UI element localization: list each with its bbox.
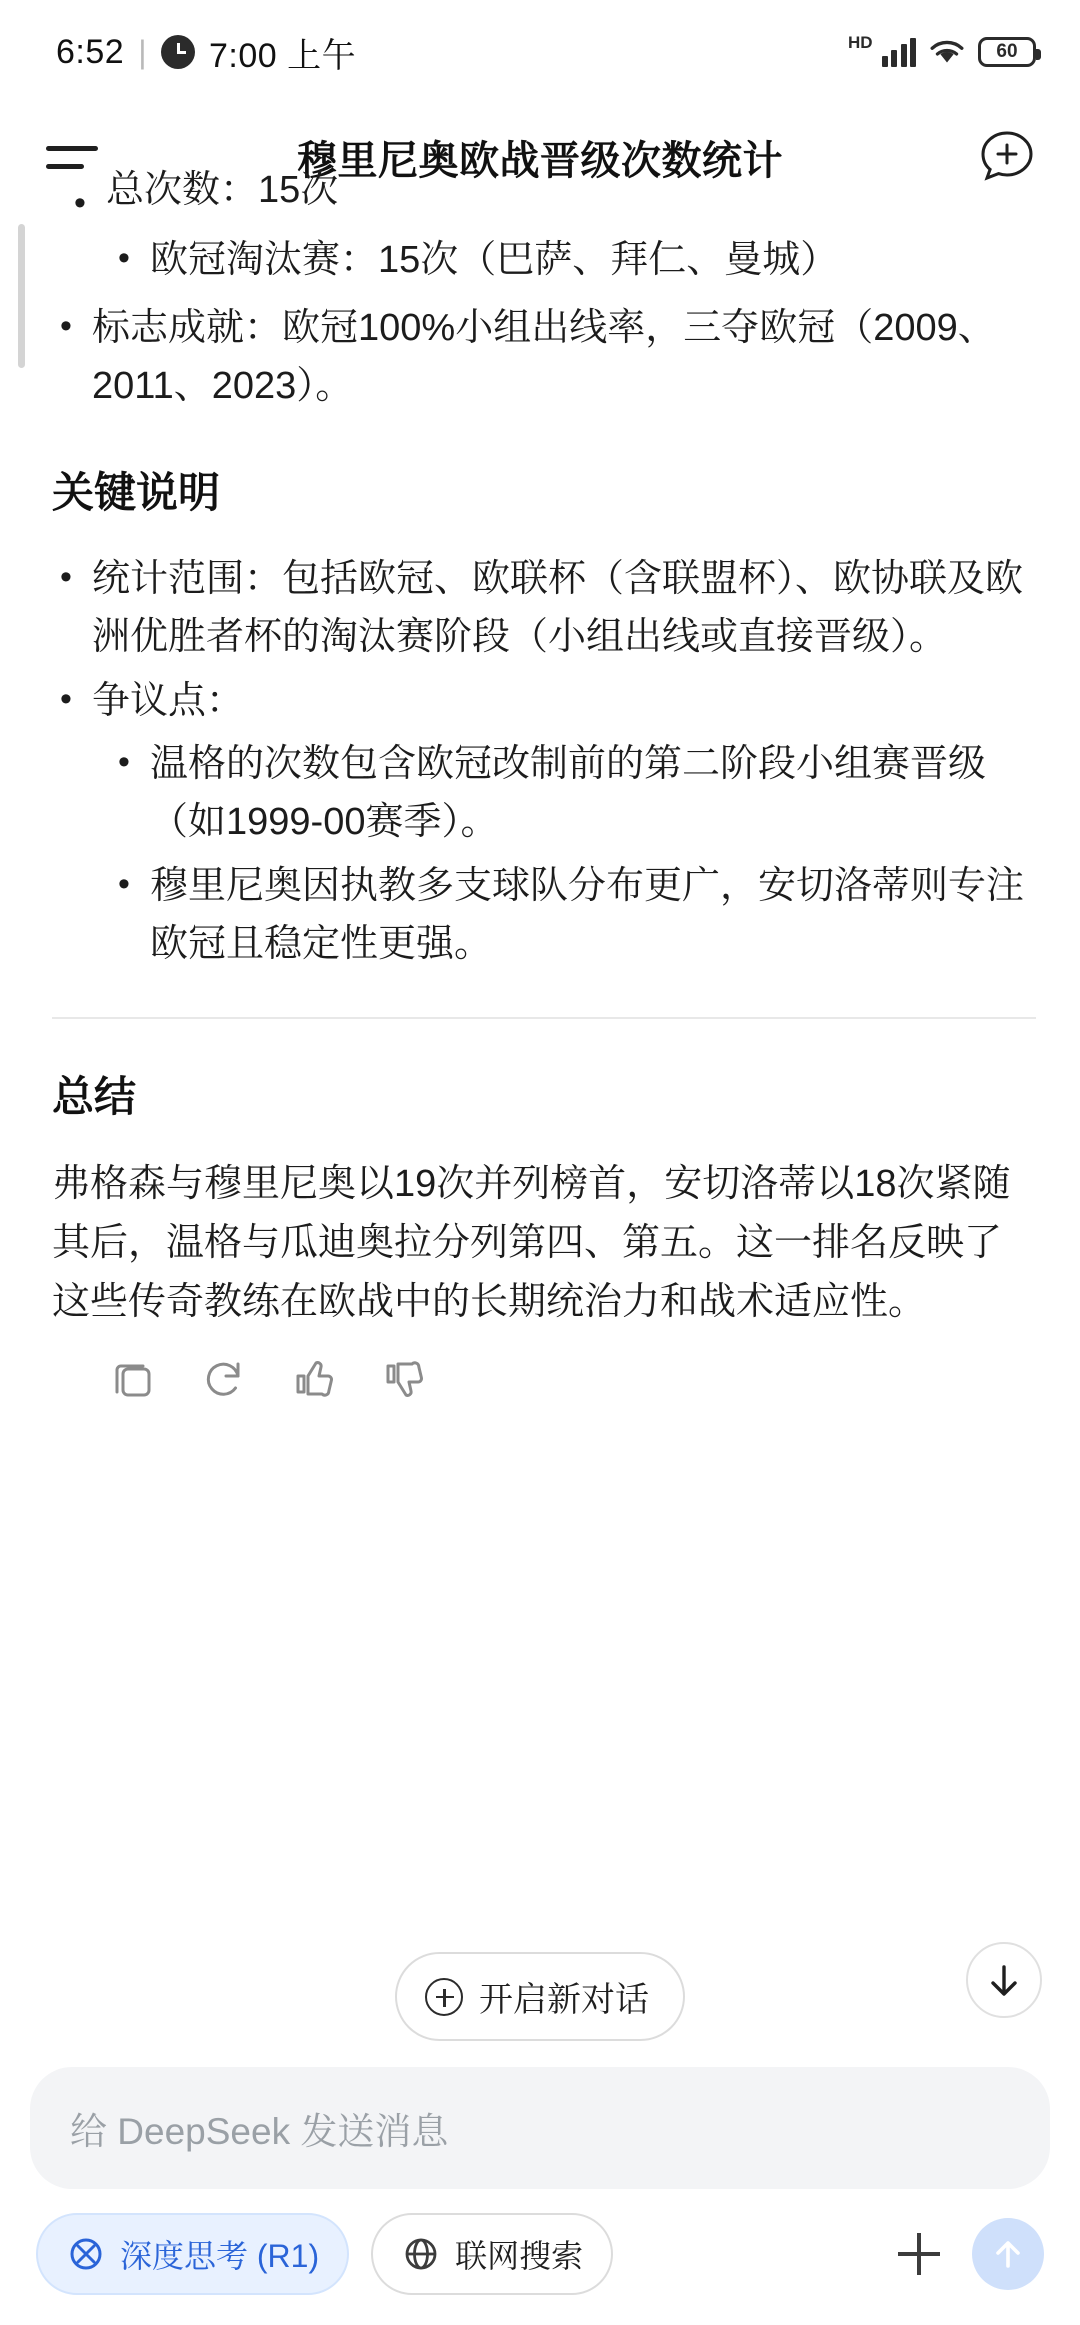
copy-icon[interactable] [110, 1356, 156, 1402]
send-arrow-icon [986, 2232, 1030, 2276]
plus-icon[interactable] [888, 2223, 950, 2285]
bullet-dot: • [74, 184, 86, 222]
key-notes-sub-list [52, 736, 1036, 973]
deepthink-icon [66, 2234, 106, 2274]
regenerate-icon[interactable] [200, 1356, 246, 1402]
clipped-list-item: • 总次数：15次 [52, 188, 1036, 222]
wifi-icon [929, 38, 965, 66]
new-conversation-button[interactable] [395, 1952, 685, 2041]
alarm-clock-icon [161, 35, 195, 69]
section-divider [52, 1017, 1036, 1019]
arrow-down-icon [982, 1958, 1026, 2002]
hd-icon: HD [847, 33, 873, 52]
cellular-signal-icon [882, 37, 917, 67]
summary-paragraph: 弗格森与穆里尼奥以19次并列榜首，安切洛蒂以18次紧随其后，温格与瓜迪奥拉分列第四、第五。这一排名反映了这些传奇教练在欧战中的长期统治力和战术适应性。 [52, 1163, 1011, 1323]
list-item: • 统计范围：包括欧冠、欧联杯（含联盟杯）、欧协联及欧洲优胜者杯的淘汰赛阶段（小组出线或直接晋级）。 [52, 551, 1036, 667]
list-item: • 穆里尼奥因执教多支球队分布更广，安切洛蒂则专注欧冠且稳定性更强。 [110, 858, 1036, 974]
deepthink-label: 深度思考 (R1) [120, 2238, 320, 2274]
battery-icon [978, 37, 1036, 67]
thumbs-up-icon[interactable] [290, 1356, 336, 1402]
message-action-bar [52, 1332, 1036, 1402]
section-heading-key-notes: 关键说明 [52, 469, 221, 517]
list-item: • 欧冠淘汰赛：15次（巴萨、拜仁、曼城） [110, 232, 1036, 290]
key-notes-list [52, 551, 1036, 730]
web-search-label: 联网搜索 [455, 2238, 584, 2274]
conversation-controls [0, 1930, 1080, 2067]
message-scroll-area[interactable] [0, 169, 1080, 1930]
scroll-to-bottom-button[interactable] [966, 1942, 1042, 2018]
page-title: 穆里尼奥欧战晋级次数统计 [297, 138, 783, 183]
list-item: • 温格的次数包含欧冠改制前的第二阶段小组赛晋级（如1999-00赛季）。 [110, 736, 1036, 852]
composer [0, 2067, 1080, 2325]
send-button[interactable] [972, 2218, 1044, 2290]
assistant-message [0, 169, 1080, 1402]
plus-circle-icon [425, 1978, 463, 2016]
globe-icon [401, 2234, 441, 2274]
clock-time: 6:52 [56, 32, 125, 71]
scrollbar-thumb[interactable] [18, 224, 25, 368]
top-list [52, 300, 1036, 416]
message-input[interactable] [30, 2067, 1050, 2189]
list-item: • 标志成就：欧冠100%小组出线率，三夺欧冠（2009、2011、2023）。 [52, 300, 1036, 416]
composer-toolbar [30, 2213, 1050, 2325]
status-divider: | [138, 33, 147, 70]
alarm-time: 7:00 上午 [209, 36, 357, 75]
status-bar-left [56, 28, 356, 77]
new-chat-icon[interactable] [978, 128, 1036, 186]
deepthink-toggle[interactable] [36, 2213, 349, 2295]
battery-level: 60 [996, 41, 1018, 62]
new-conversation-label: 开启新对话 [479, 1981, 649, 2019]
top-sub-list [52, 232, 1036, 290]
thumbs-down-icon[interactable] [380, 1356, 426, 1402]
status-bar-right [847, 33, 1036, 67]
web-search-toggle[interactable] [371, 2213, 613, 2295]
status-bar [0, 0, 1080, 104]
message-input-placeholder: 给 DeepSeek 发送消息 [70, 2111, 449, 2152]
section-heading-summary: 总结 [52, 1073, 137, 1121]
list-item: • 争议点： [52, 673, 1036, 731]
